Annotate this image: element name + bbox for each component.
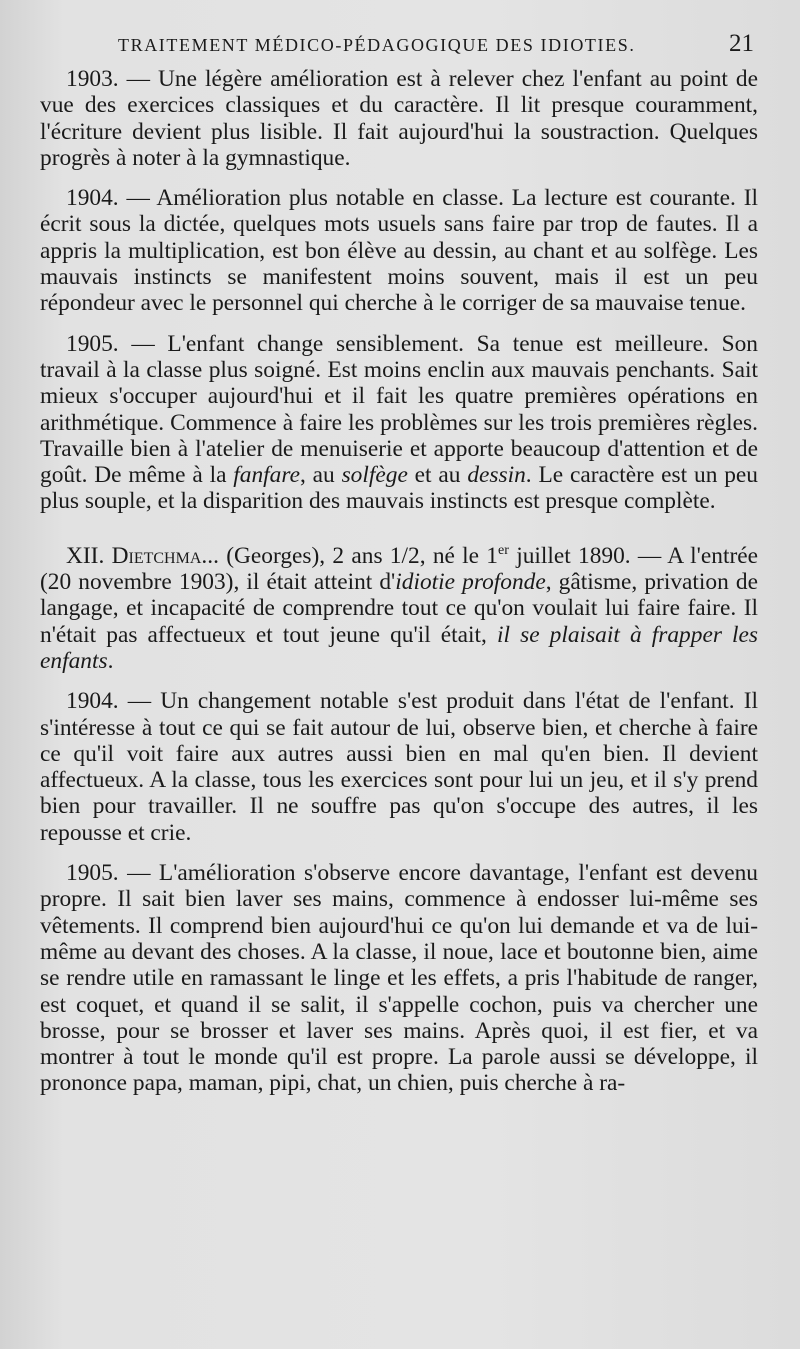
paragraph-1903: 1903. — Une légère amélioration est à relever chez l'enfant au point de vue des exercices classiques et du caractère. Il lit presque couramment, l'écriture devient plus lisible. Il fait aujourd'hui la soustraction. Quelques progrès à noter à la gymnastique. [40, 66, 758, 171]
body-text [40, 66, 758, 1097]
paragraph-1904-second: 1904. — Un changement notable s'est produit dans l'état de l'enfant. Il s'intéresse à tout ce qui se fait autour de lui, observe bien, et cherche à faire ce qu'il voit faire aux autres aussi bien en mal qu'en bien. Il devient affectueux. A la classe, tous les exercices sont pour lui un jeu, et il s'y prend bien pour travailler. Il ne souffre pas qu'on s'occupe des autres, il les repousse et crie. [40, 688, 758, 846]
text-run: juillet 1890. — A l'entrée (20 novembre 1903), il était atteint d' [40, 542, 759, 596]
paragraph-1904-first: 1904. — Amélioration plus notable en classe. La lecture est courante. Il écrit sous la dictée, quelques mots usuels sans faire par trop de fautes. Il a appris la multiplication, est bon élève au dessin, au chant et au solfège. Les mauvais instincts se manifestent moins souvent, mais il est un peu répondeur avec le personnel qui cherche à le corriger de sa mauvaise tenue. [40, 185, 758, 317]
text-run: , au [299, 462, 342, 489]
text-run: (Georges), 2 ans 1/2, né le 1 [218, 542, 499, 569]
case-number: XII. [66, 542, 112, 569]
text-run: , gâtisme, privation de langage, et incapacité de comprendre tout ce qu'on voulait lui faire faire. Il n'était pas affectueux et tout jeune qu'il était, [40, 569, 758, 648]
superscript: er [498, 541, 509, 558]
paragraph-1905-first [40, 331, 758, 515]
running-title: TRAITEMENT MÉDICO-PÉDAGOGIQUE DES IDIOTIES. [118, 35, 636, 55]
italic-term: idiotie profonde [395, 569, 546, 596]
paragraph-1905-second: 1905. — L'amélioration s'observe encore davantage, l'enfant est devenu propre. Il sait bien laver ses mains, commence à endosser lui-même ses vêtements. Il comprend bien aujourd'hui ce qu'on lui demande et va de lui-même au devant des choses. A la classe, il noue, lace et boutonne bien, aime se rendre utile en ramassant le linge et les effets, a pris l'habitude de ranger, est coquet, et quand il se salit, il s'appelle cochon, puis va chercher une brosse, pour se brosser et laver ses mains. Après quoi, il est fier, et va montrer à tout le monde qu'il est propre. La parole aussi se développe, il prononce papa, maman, pipi, chat, un chien, puis cherche à ra- [40, 860, 758, 1097]
text-run: . [107, 647, 114, 674]
patient-name: Dietchma... [111, 542, 219, 569]
italic-term: il se plaisait à frapper les enfants [40, 621, 759, 674]
text-run: . Le caractère est un peu plus souple, et la disparition des mauvais instincts est presque complète. [40, 462, 758, 515]
page-number: 21 [729, 30, 754, 57]
italic-term: solfège [341, 462, 408, 489]
text-run: et au [407, 462, 468, 489]
running-head [40, 30, 758, 60]
italic-term: dessin [467, 462, 526, 489]
italic-term: fanfare [233, 462, 300, 489]
case-xii-intro [40, 543, 758, 674]
text-run: 1905. — L'enfant change sensiblement. Sa tenue est meilleure. Son travail à la classe plus soigné. Est moins enclin aux mauvais penchants. Sait mieux s'occuper aujourd'hui et il fait les quatre premières opérations en arithmétique. Commence à faire les problèmes sur les trois premières règles. Travaille bien à l'atelier de menuiserie et apporte beaucoup d'attention et de goût. De même à la [40, 330, 758, 489]
